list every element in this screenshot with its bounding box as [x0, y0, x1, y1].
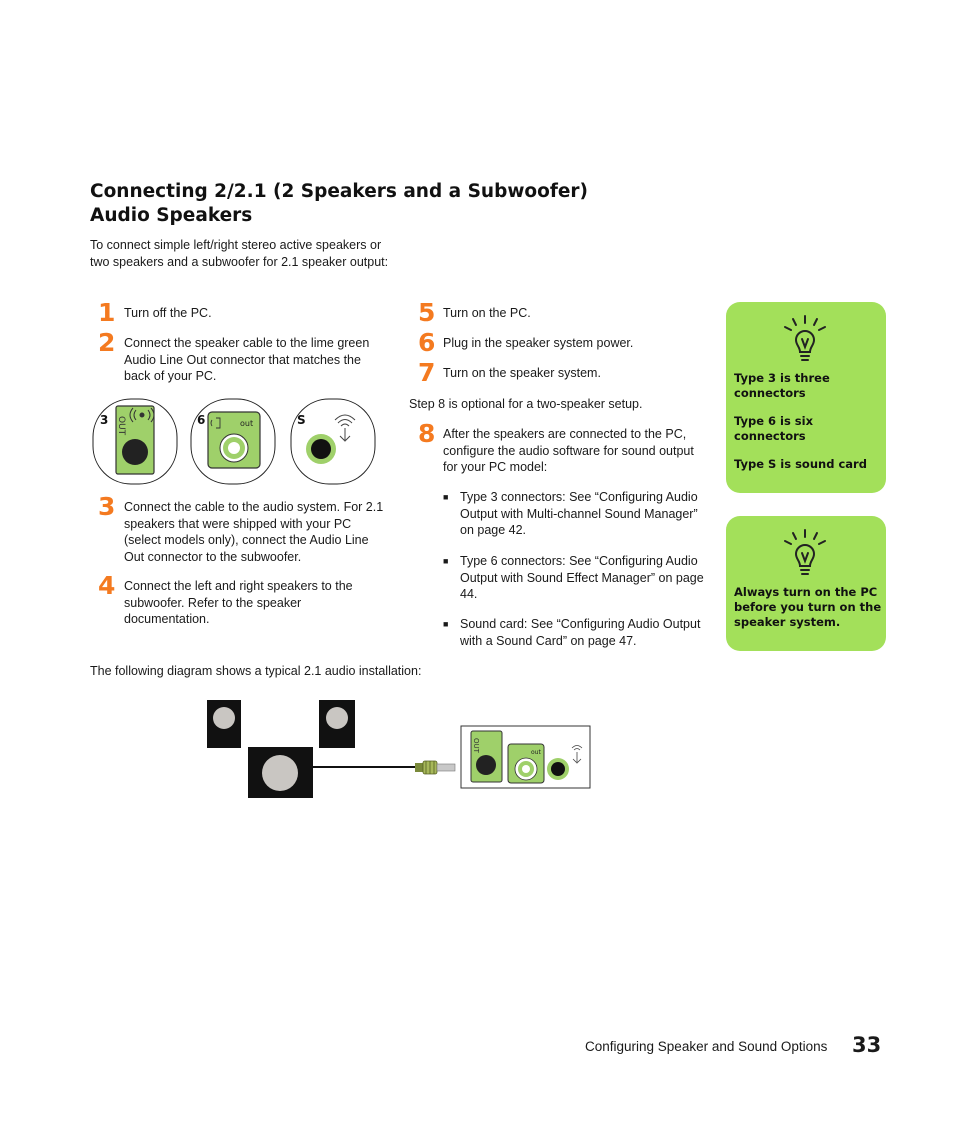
diagram-caption: The following diagram shows a typical 2.1 audio installation: — [90, 664, 422, 678]
right-speaker — [319, 700, 355, 748]
connector-types-illustration — [92, 398, 378, 486]
tip-box-connector-types — [726, 302, 886, 493]
out-label: out — [240, 419, 254, 428]
line-out-jack — [122, 439, 148, 465]
subwoofer — [248, 747, 313, 798]
audio-plug — [415, 761, 455, 774]
type-s-connector — [291, 399, 375, 484]
step-text-2: Connect the speaker cable to the lime green Audio Line Out connector that matches the back of your PC. — [124, 336, 370, 383]
step-number-8: 8 — [418, 419, 436, 448]
intro-paragraph: To connect simple left/right stereo active speakers or two speakers and a subwoofer for 2.1 speaker output: — [90, 238, 389, 269]
step-text-5: Turn on the PC. — [443, 306, 531, 320]
panel-out-label: out — [531, 749, 541, 756]
step-text-8: After the speakers are connected to the PC, configure the audio software for sound output for your PC model: — [443, 427, 694, 474]
step-8-note: Step 8 is optional for a two-speaker setup. — [409, 397, 643, 411]
left-speaker — [207, 700, 241, 748]
bullet-item-2: Type 6 connectors: See “Configuring Audio Output with Sound Effect Manager” on page 44. — [460, 554, 704, 601]
step-number-6: 6 — [418, 328, 436, 357]
step-text-6: Plug in the speaker system power. — [443, 336, 634, 350]
tip-box-power-order — [726, 516, 886, 651]
lightbulb-icon — [782, 314, 828, 364]
step-number-4: 4 — [98, 571, 116, 600]
type-6-connector — [191, 399, 275, 484]
pc-back-panel — [461, 726, 590, 788]
tip-type-6: Type 6 is six connectors — [734, 414, 814, 443]
type-3-connector — [93, 399, 177, 484]
type-s-label: S — [297, 413, 306, 427]
out-vertical-label: OUT — [116, 416, 126, 436]
tip-type-3: Type 3 is three connectors — [734, 371, 830, 400]
step-text-4: Connect the left and right speakers to the subwoofer. Refer to the speaker documentation. — [124, 579, 353, 626]
page-title — [90, 180, 610, 228]
bullet-mark: ■ — [443, 619, 449, 629]
lightbulb-icon — [782, 528, 828, 578]
step-text-3: Connect the cable to the audio system. For 2.1 speakers that were shipped with your PC (select models only), connect the Audio Line Out connector to the subwoofer. — [124, 500, 384, 564]
bullet-item-1: Type 3 connectors: See “Configuring Audio Output with Multi-channel Sound Manager” on page 42. — [460, 490, 698, 537]
bullet-mark: ■ — [443, 556, 449, 566]
tip-type-s: Type S is sound card — [734, 457, 867, 471]
step-number-3: 3 — [98, 492, 116, 521]
type-3-label: 3 — [100, 413, 109, 427]
step-text-7: Turn on the speaker system. — [443, 366, 601, 380]
sound-card-jack — [311, 439, 331, 459]
step-number-7: 7 — [418, 358, 436, 387]
bullet-item-3: Sound card: See “Configuring Audio Output with a Sound Card” on page 47. — [460, 617, 701, 648]
title-line-2: Audio Speakers — [90, 205, 253, 226]
audio-installation-diagram — [205, 698, 595, 800]
tip-power-order-text: Always turn on the PC before you turn on the speaker system. — [734, 585, 882, 629]
step-number-5: 5 — [418, 298, 436, 327]
type-6-label: 6 — [197, 413, 206, 427]
panel-out-vertical-label: OUT — [472, 738, 480, 753]
footer-section-title: Configuring Speaker and Sound Options — [585, 1039, 828, 1054]
step-text-1: Turn off the PC. — [124, 306, 212, 320]
step-number-2: 2 — [98, 328, 116, 357]
step-number-1: 1 — [98, 298, 116, 327]
bullet-mark: ■ — [443, 492, 449, 502]
page-number: 33 — [852, 1033, 882, 1057]
title-line-1: Connecting 2/2.1 (2 Speakers and a Subwoofer) — [90, 181, 589, 202]
